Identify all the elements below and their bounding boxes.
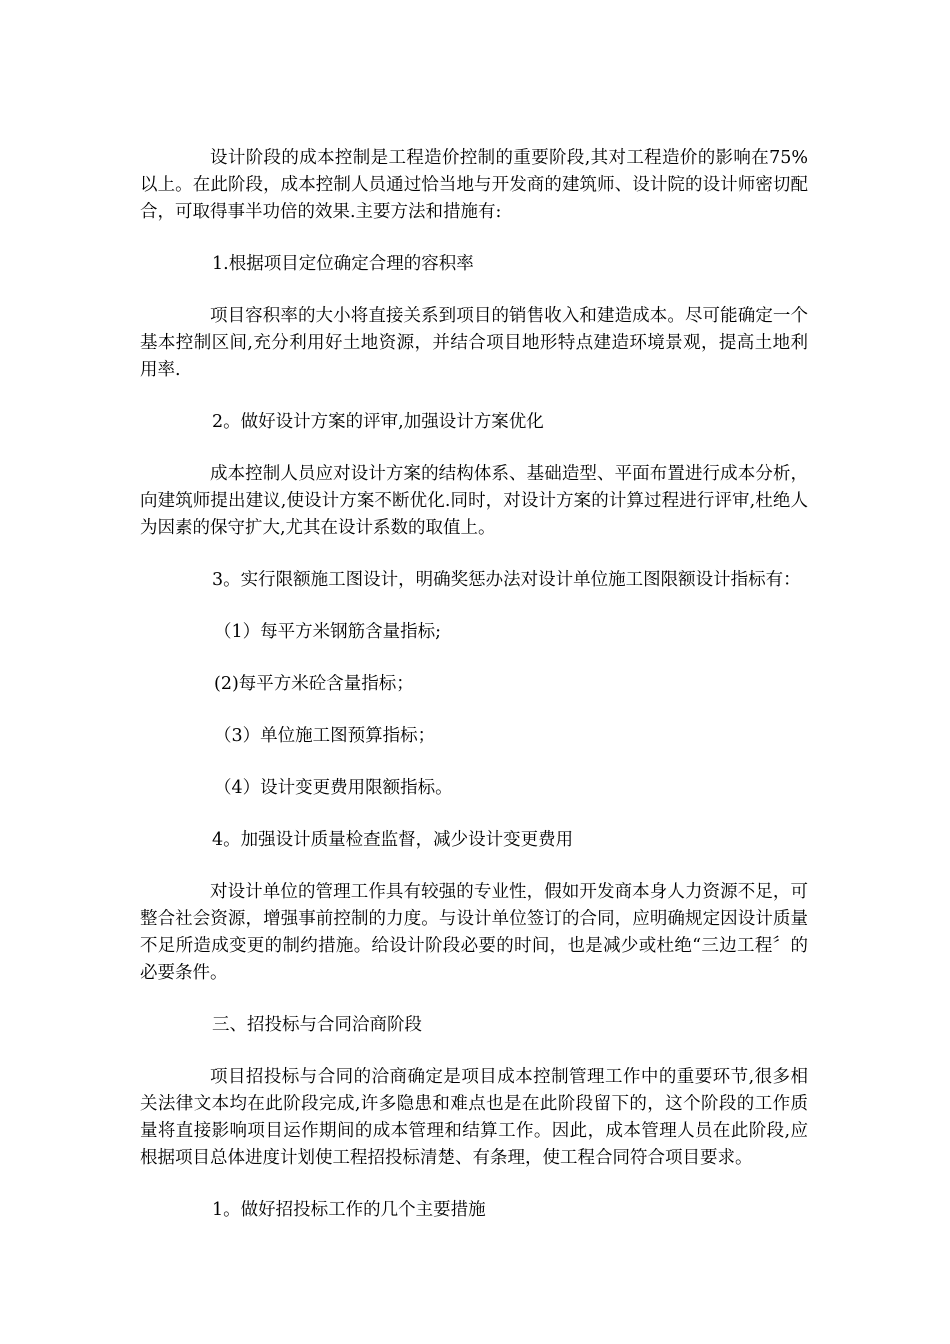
heading-item-1-plot-ratio: 1.根据项目定位确定合理的容积率 — [212, 254, 474, 274]
heading-item-2-design-review: 2。做好设计方案的评审,加强设计方案优化 — [212, 412, 544, 432]
document-body — [140, 145, 808, 1249]
heading-item-3-quota-design: 3。实行限额施工图设计，明确奖惩办法对设计单位施工图限额设计指标有： — [212, 570, 801, 590]
paragraph-design-stage-intro: 设计阶段的成本控制是工程造价控制的重要阶段,其对工程造价的影响在75%以上。在此阶段，成本控制人员通过恰当地与开发商的建筑师、设计院的设计师密切配合，可取得事半功倍的效果.主要方法和措施有: — [140, 148, 808, 222]
list-item-concrete-content: (2)每平方米砼含量指标； — [214, 674, 414, 694]
section-heading-bidding-contract: 三、招投标与合同洽商阶段 — [212, 1015, 422, 1035]
list-item-change-cost: （4）设计变更费用限额指标。 — [214, 778, 453, 798]
paragraph-design-review: 成本控制人员应对设计方案的结构体系、基础造型、平面布置进行成本分析，向建筑师提出建议,使设计方案不断优化.同时，对设计方案的计算过程进行评审,杜绝人为因素的保守扩大,尤其在设计系数的取值上。 — [140, 464, 808, 538]
heading-item-4-quality-supervision: 4。加强设计质量检查监督，减少设计变更费用 — [212, 830, 574, 850]
list-item-budget-indicator: （3）单位施工图预算指标； — [214, 726, 436, 746]
list-item-steel-content: （1）每平方米钢筋含量指标; — [214, 622, 442, 642]
paragraph-bidding-contract: 项目招投标与合同的洽商确定是项目成本控制管理工作中的重要环节,很多相关法律文本均在此阶段完成,许多隐患和难点也是在此阶段留下的，这个阶段的工作质量将直接影响项目运作期间的成本管理和结算工作。因此，成本管理人员在此阶段,应根据项目总体进度计划使工程招投标清楚、有条理，使工程合同符合项目要求。 — [140, 1067, 808, 1168]
heading-item-1-bidding-measures: 1。做好招投标工作的几个主要措施 — [212, 1200, 486, 1220]
paragraph-quality-supervision: 对设计单位的管理工作具有较强的专业性，假如开发商本身人力资源不足，可整合社会资源，增强事前控制的力度。与设计单位签订的合同，应明确规定因设计质量不足所造成变更的制约措施。给设计阶段必要的时间，也是减少或杜绝“三边工程〞的必要条件。 — [140, 882, 808, 983]
paragraph-plot-ratio: 项目容积率的大小将直接关系到项目的销售收入和建造成本。尽可能确定一个基本控制区间,充分利用好土地资源，并结合项目地形特点建造环境景观，提高土地利用率. — [140, 306, 808, 380]
